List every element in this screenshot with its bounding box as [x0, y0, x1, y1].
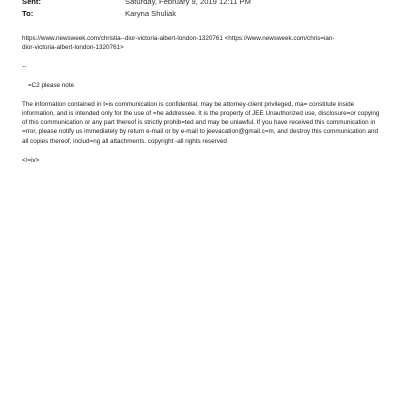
- article-url-line-1[interactable]: https://www.newsweek.com/christia--dior-victoria-albert-london-1320761 <https://www.newsweek.com/chris=ian-: [22, 35, 335, 42]
- recipient-name: Karyna Shuliak: [125, 9, 177, 18]
- article-url-line-2[interactable]: dior-victoria-albert-london-1320761>: [22, 44, 124, 52]
- closing-tag-text: </=iv>: [22, 156, 40, 164]
- confidentiality-disclaimer: The information contained in t=is communication is confidential, may be attorney-client privileged, ma= constitute inside information, and is intended only for the use of =he addressee. It is the property of JEE Unauthorized use, disclosure=or copying of this communication or any part thereof is strictly prohib=ted and may be unlawful. If you have received this communication in =rror, please notify us immediately by return e-mail or by e-mail to jeevacation@gmail.c=m, and destroy this communication and all copies thereof, includ=ng all attachments. copyright -all rights reserved: [22, 100, 380, 145]
- sent-row: [22, 0, 382, 9]
- sent-date: Saturday, February 9, 2019 12:11 PM: [125, 0, 251, 6]
- email-header: [22, 0, 382, 21]
- separator-dashes: --: [22, 63, 27, 71]
- to-label: To:: [22, 9, 34, 18]
- sent-label: Sent:: [22, 0, 41, 6]
- email-body: [22, 34, 384, 165]
- to-row: [22, 9, 382, 21]
- note-line: =C2 please note: [28, 81, 75, 89]
